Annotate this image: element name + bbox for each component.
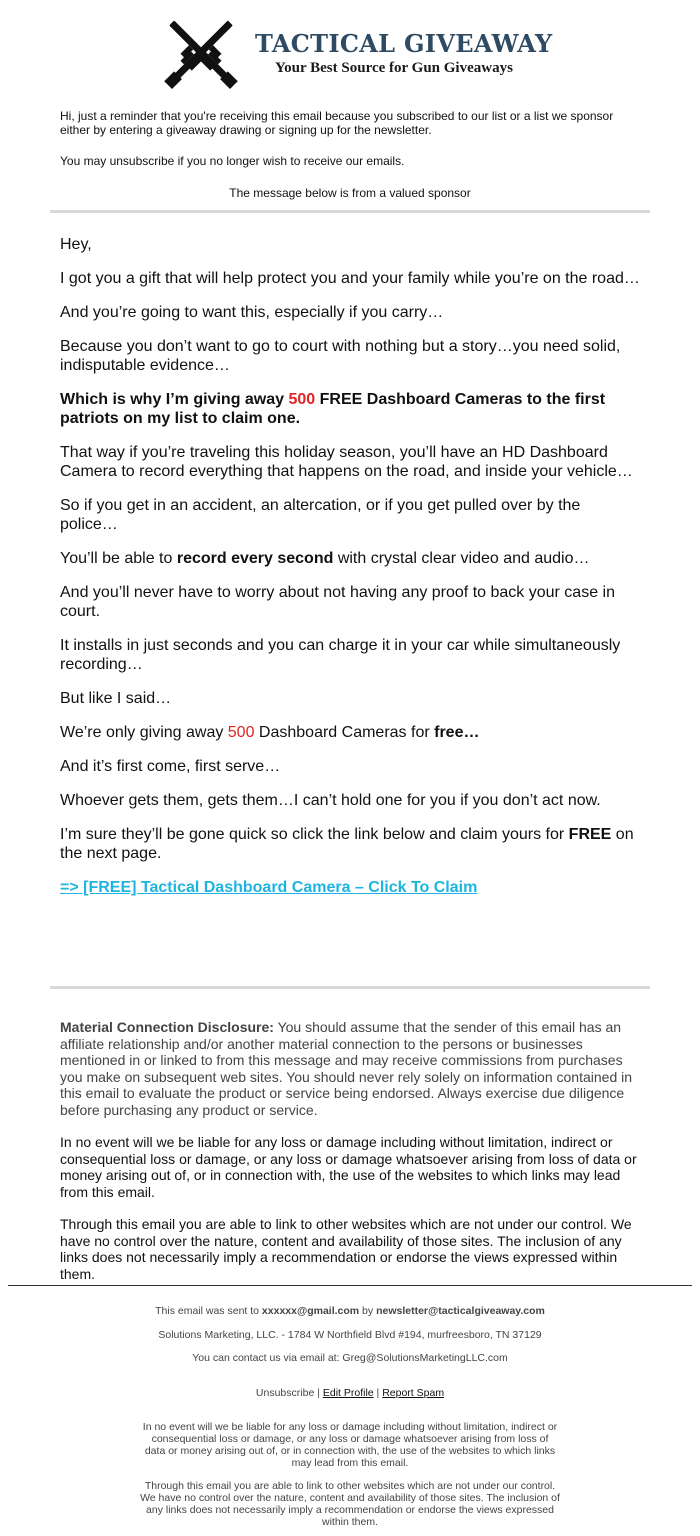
paragraph-10: But like I said…	[60, 690, 172, 707]
email-header	[0, 0, 700, 100]
sent-by: by	[359, 1305, 377, 1317]
p14-text-c: on the next page.	[60, 826, 634, 862]
disclosure-text: You should assume that the sender of this email has an affiliate relationship and/or another material connection to the persons or businesses mentioned in or linked to from this message and may receive commissions from purchases you make on subsequent web sites. You should never rely solely on information contained in this email to evaluate the product or service being endorsed. Always exercise due diligence before purchasing any product or service.	[60, 1019, 633, 1118]
report-spam-link[interactable]: Report Spam	[382, 1387, 445, 1399]
paragraph-6: So if you get in an accident, an altercation, or if you get pulled over by the police…	[60, 497, 581, 533]
paragraph-11	[60, 723, 642, 742]
external-links-disclaimer: Through this email you are able to link to other websites which are not under our control. We have no control over the nature, content and availability of those sites. The inclusion of any links does not necessarily imply a recommendation or endorse the views expressed within them.	[60, 1216, 632, 1282]
recipient-email: xxxxxx@gmail.com	[261, 1305, 360, 1317]
p7-emphasis: record every second	[176, 550, 334, 567]
paragraph-2: And you’re going to want this, especially if you carry…	[60, 304, 444, 321]
contact-line: You can contact us via email at: Greg@SolutionsMarketingLLC.com	[192, 1352, 508, 1364]
company-address: Solutions Marketing, LLC. - 1784 W Northfield Blvd #194, murfreesboro, TN 37129	[158, 1329, 542, 1341]
crossed-rifles-logo-icon	[156, 8, 246, 98]
p14-text-a: I’m sure they’ll be gone quick so click the link below and claim yours for	[60, 826, 569, 843]
greeting: Hey,	[60, 236, 92, 253]
p4-count: 500	[288, 391, 316, 408]
paragraph-14	[60, 825, 642, 863]
p11-emphasis: free…	[434, 724, 480, 741]
divider-top	[50, 210, 650, 213]
p7-text-a: You’ll be able to	[60, 550, 177, 567]
footer-links-disclaimer: Through this email you are able to link to other websites which are not under our control. We have no control over the nature, content and availability of those sites. The inclusion of any links does not necessarily imply a recommendation or endorse the views expressed within them.	[140, 1480, 560, 1528]
subscription-reminder: Hi, just a reminder that you're receiving this email because you subscribed to our list or a list we sponsor either by entering a giveaway drawing or signing up for the newsletter.	[60, 109, 614, 137]
footer-divider	[8, 1285, 692, 1286]
unsubscribe-note: You may unsubscribe if you no longer wish to receive our emails.	[60, 154, 405, 168]
paragraph-9: It installs in just seconds and you can charge it in your car while simultaneously recording…	[60, 637, 621, 673]
p7-text-c: with crystal clear video and audio…	[333, 550, 590, 567]
p4-text-b: FREE Dashboard Cameras to the first patriots on my list to claim one.	[60, 391, 606, 427]
p11-text-a: We’re only giving away	[60, 724, 228, 741]
footer-links	[140, 1387, 560, 1399]
link-separator: |	[373, 1387, 383, 1399]
sender-email: newsletter@tacticalgiveaway.com	[376, 1305, 545, 1317]
link-separator: |	[314, 1387, 323, 1399]
claim-camera-link[interactable]: => [FREE] Tactical Dashboard Camera – Click To Claim	[60, 879, 478, 896]
paragraph-5: That way if you’re traveling this holiday season, you’ll have an HD Dashboard Camera to record everything that happens on the road, and inside your vehicle…	[60, 444, 633, 480]
p4-text-a: Which is why I’m giving away	[60, 391, 289, 408]
liability-disclaimer: In no event will we be liable for any loss or damage including without limitation, indirect or consequential loss or damage, or any loss or damage whatsoever arising from loss of data or money arising out of, or in connection with, the use of the websites to which links may lead from this email.	[60, 1134, 637, 1200]
p11-text-b: Dashboard Cameras for	[254, 724, 435, 741]
sent-prefix: This email was sent to	[155, 1305, 262, 1317]
disclosure-label: Material Connection Disclosure:	[60, 1019, 274, 1035]
paragraph-8: And you’ll never have to worry about not having any proof to back your case in court.	[60, 584, 615, 620]
paragraph-13: Whoever gets them, gets them…I can’t hold one for you if you don’t act now.	[60, 792, 601, 809]
p14-emphasis: FREE	[568, 826, 612, 843]
message-body	[60, 235, 642, 912]
edit-profile-link[interactable]: Edit Profile	[322, 1387, 374, 1399]
paragraph-3: Because you don’t want to go to court with nothing but a story…you need solid, indisputable evidence…	[60, 338, 621, 374]
sponsor-note: The message below is from a valued sponsor	[229, 186, 471, 200]
divider-bottom	[50, 986, 650, 989]
paragraph-12: And it’s first come, first serve…	[60, 758, 281, 775]
p11-count: 500	[227, 724, 255, 741]
paragraph-7	[60, 549, 642, 568]
footer-liability: In no event will we be liable for any loss or damage including without limitation, indirect or consequential loss or damage, or any loss or damage whatsoever arising from loss of data or money arising out of, or in connection with, the use of the websites to which links may lead from this email.	[142, 1421, 558, 1469]
sent-to-line	[140, 1305, 560, 1317]
material-disclosure	[60, 1019, 642, 1118]
disclosure-section	[60, 1019, 642, 1298]
unsubscribe-link[interactable]: Unsubscribe	[255, 1387, 315, 1399]
brand-title: TACTICAL GIVEAWAY	[255, 29, 553, 58]
brand-tagline: Your Best Source for Gun Giveaways	[275, 60, 513, 76]
paragraph-4	[60, 390, 642, 428]
paragraph-1: I got you a gift that will help protect you and your family while you’re on the road…	[60, 270, 640, 287]
